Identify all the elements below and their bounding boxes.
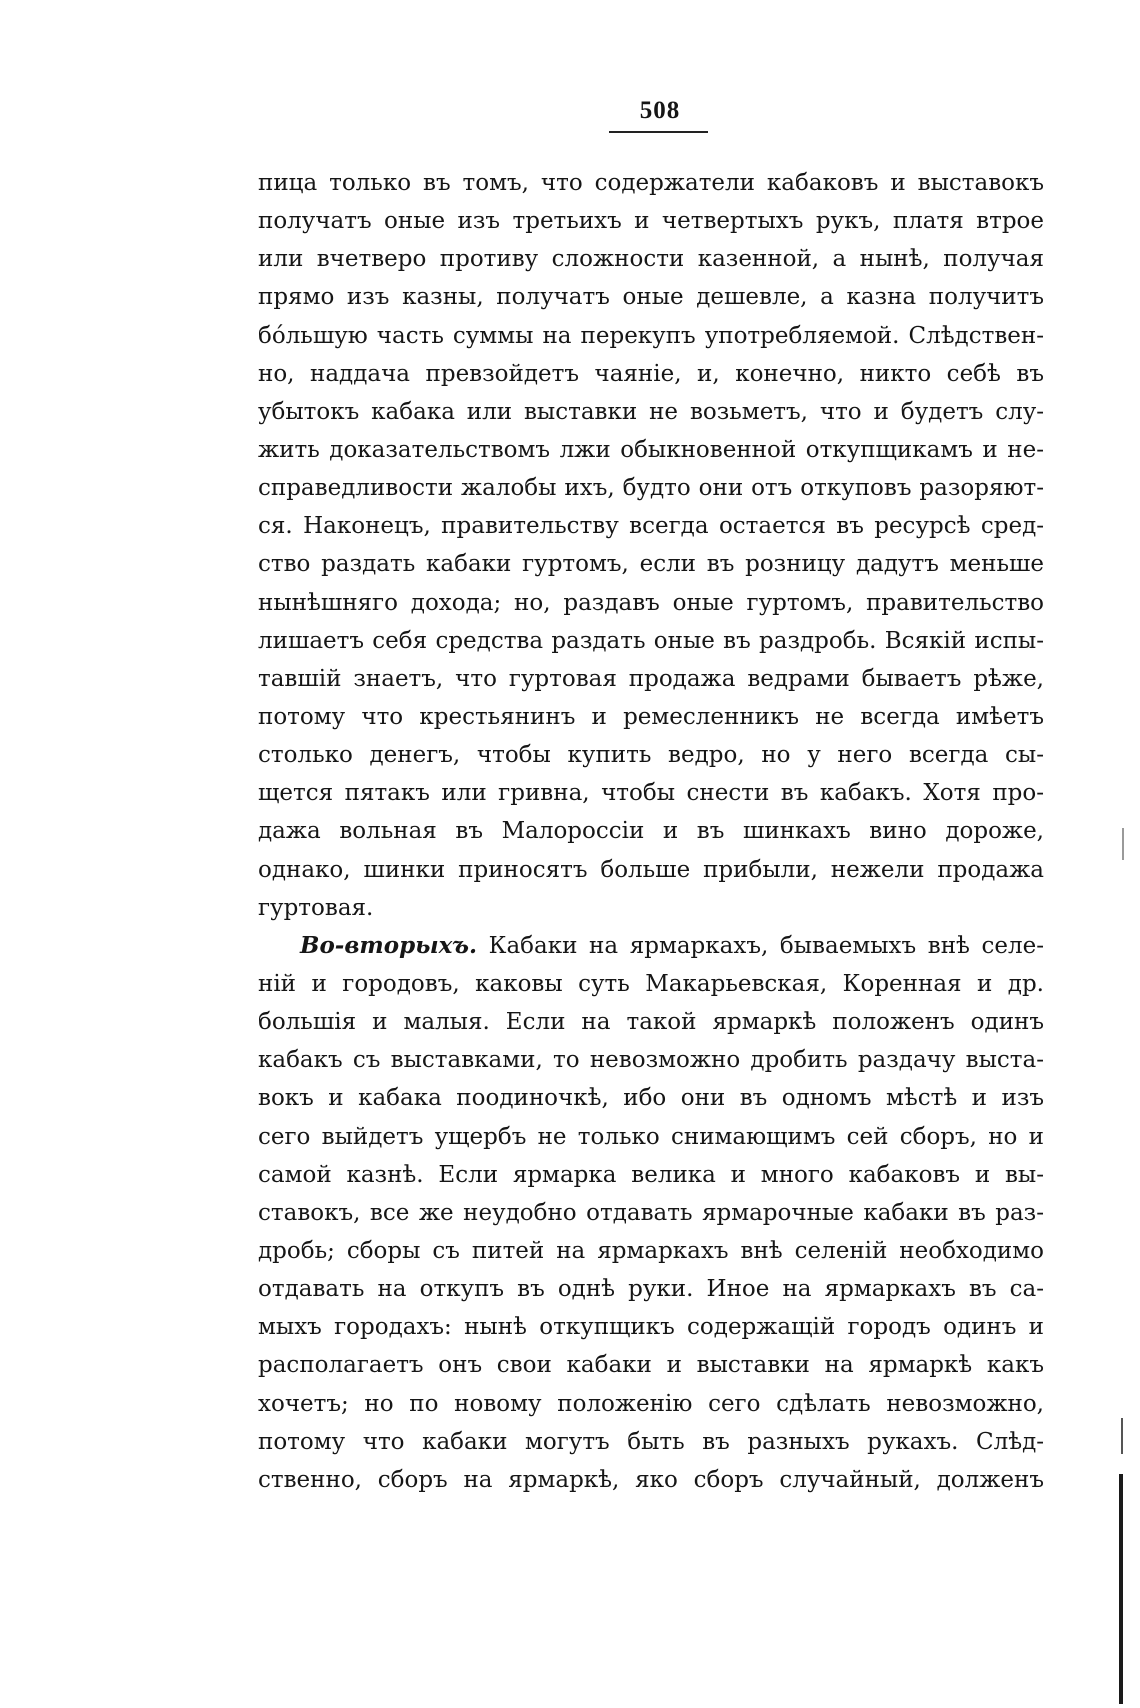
- text-line: жить доказательствомъ лжи обыкновенной откупщикамъ и не-: [258, 436, 1044, 463]
- text-line: ставокъ, все же неудобно отдавать ярмарочные кабаки въ раз-: [258, 1199, 1044, 1226]
- text-line: располагаетъ онъ свои кабаки и выставки на ярмаркѣ какъ: [258, 1352, 1044, 1379]
- page-number-underline: [609, 131, 708, 133]
- paragraph-1: [258, 164, 1044, 927]
- text-line: ство раздать кабаки гуртомъ, если въ розницу дадутъ меньше: [258, 551, 1044, 578]
- body-text: [258, 164, 1044, 1499]
- text-line: ся. Наконецъ, правительству всегда остается въ ресурсѣ сред-: [258, 513, 1044, 540]
- text-line: получатъ оные изъ третьихъ и четвертыхъ рукъ, платя втрое: [258, 208, 1044, 235]
- text-line: гуртовая.: [258, 894, 374, 921]
- scan-edge-mark: [1122, 828, 1124, 860]
- text-line: ній и городовъ, каковы суть Макарьевская, Коренная и др.: [258, 970, 1044, 997]
- scan-edge-mark: [1121, 1418, 1123, 1454]
- text-line: самой казнѣ. Если ярмарка велика и много кабаковъ и вы-: [258, 1161, 1044, 1188]
- text-line: дробь; сборы съ питей на ярмаркахъ внѣ селеній необходимо: [258, 1237, 1044, 1264]
- text-line: потому что кабаки могутъ быть въ разныхъ рукахъ. Слѣд-: [258, 1428, 1044, 1455]
- text-line: вокъ и кабака поодиночкѣ, ибо они въ одномъ мѣстѣ и изъ: [258, 1085, 1044, 1112]
- text-line: однако, шинки приносятъ больше прибыли, нежели продажа: [258, 856, 1044, 883]
- text-line: потому что крестьянинъ и ремесленникъ не всегда имѣетъ: [258, 703, 1044, 730]
- text-line: тавшій знаетъ, что гуртовая продажа ведрами бываетъ рѣже,: [258, 665, 1044, 692]
- text-line: пица только въ томъ, что содержатели кабаковъ и выставокъ: [258, 170, 1044, 196]
- text-line: хочетъ; но по новому положенію сего сдѣлать невозможно,: [258, 1390, 1044, 1417]
- text-line: кабакъ съ выставками, то невозможно дробить раздачу выста-: [258, 1047, 1044, 1074]
- paragraph-lead: Во-вторыхъ.: [300, 931, 478, 959]
- text-line: щется пятакъ или гривна, чтобы снести въ кабакъ. Хотя про-: [258, 780, 1044, 807]
- text-line: отдавать на откупъ въ однѣ руки. Иное на ярмаркахъ въ са-: [258, 1276, 1044, 1303]
- text-line: большія и малыя. Если на такой ярмаркѣ положенъ одинъ: [258, 1009, 1044, 1036]
- paragraph-2: [258, 927, 1044, 1499]
- text-line-rest: Кабаки на ярмаркахъ, бываемыхъ внѣ селе-: [477, 932, 1044, 959]
- text-line: убытокъ кабака или выставки не возьметъ, что и будетъ слу-: [258, 398, 1044, 425]
- scan-edge-mark: [1119, 1474, 1123, 1704]
- text-line: сего выйдетъ ущербъ не только снимающимъ сей сборъ, но и: [258, 1123, 1044, 1150]
- text-line: лишаетъ себя средства раздать оные въ раздробь. Всякій испы-: [258, 627, 1044, 654]
- text-line: нынѣшняго дохода; но, раздавъ оные гуртомъ, правительство: [258, 589, 1044, 616]
- text-line-first: [258, 927, 1044, 965]
- text-line: справедливости жалобы ихъ, будто они отъ откуповъ разоряют-: [258, 475, 1044, 502]
- text-line: мыхъ городахъ: нынѣ откупщикъ содержащій городъ одинъ и: [258, 1314, 1044, 1341]
- text-line: но, наддача превзойдетъ чаяніе, и, конечно, никто себѣ въ: [258, 360, 1044, 387]
- text-line: столько денегъ, чтобы купить ведро, но у него всегда сы-: [258, 742, 1044, 769]
- text-line: ственно, сборъ на ярмаркѣ, яко сборъ случайный, долженъ: [258, 1466, 1044, 1493]
- text-line: или вчетверо противу сложности казенной, а нынѣ, получая: [258, 246, 1044, 273]
- text-line: дажа вольная въ Малороссіи и въ шинкахъ вино дороже,: [258, 818, 1044, 845]
- text-line: прямо изъ казны, получатъ оные дешевле, а казна получитъ: [258, 284, 1044, 311]
- page-number: 508: [639, 97, 681, 124]
- text-line: бо́льшую часть суммы на перекупъ употребляемой. Слѣдствен-: [258, 322, 1044, 349]
